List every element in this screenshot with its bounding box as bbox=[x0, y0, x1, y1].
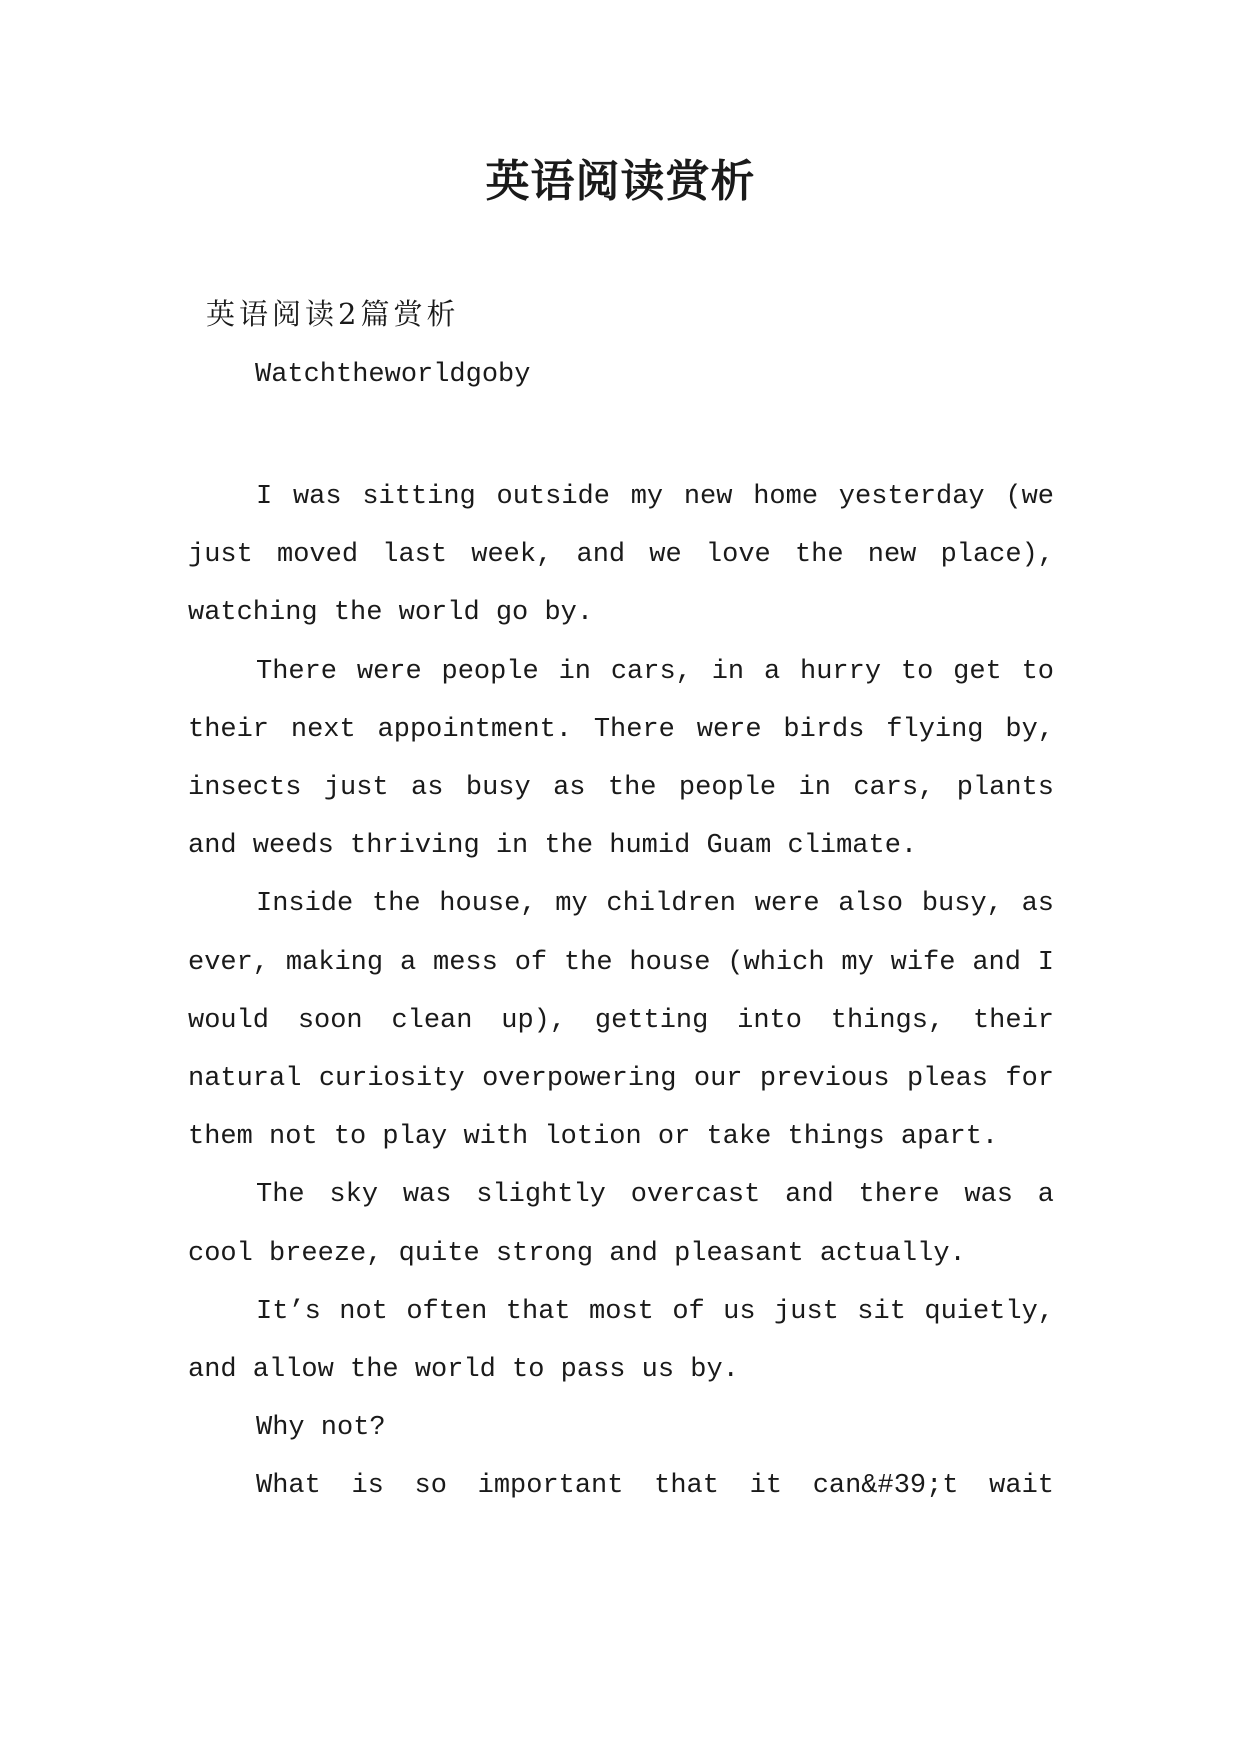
paragraph: Inside the house, my children were also busy, as ever, making a mess of the house (which my wife and I would soon clean up), getting into things, their natural curiosity overpowering our previous pleas for them not to play with lotion or take things apart. bbox=[188, 889, 1054, 1153]
article-body bbox=[188, 468, 1054, 1516]
document-title: 英语阅读赏析 bbox=[485, 156, 756, 207]
article-heading: Watchtheworldgoby bbox=[255, 360, 531, 390]
paragraph: I was sitting outside my new home yesterday (we just moved last week, and we love the new place), watching the world go by. bbox=[188, 482, 1054, 629]
paragraph: It’s not often that most of us just sit quietly, and allow the world to pass us by. bbox=[188, 1296, 1054, 1386]
paragraph: The sky was slightly overcast and there was a cool breeze, quite strong and pleasant actually. bbox=[188, 1180, 1054, 1269]
document-subtitle: 英语阅读2篇赏析 bbox=[206, 297, 460, 331]
paragraph: Why not? bbox=[256, 1413, 386, 1444]
paragraph: There were people in cars, in a hurry to get to their next appointment. There were birds flying by, insects just as busy as the people in cars, plants and weeds thriving in the humid Guam climate. bbox=[188, 656, 1054, 862]
paragraph: What is so important that it can&#39;t wait bbox=[256, 1471, 1054, 1502]
